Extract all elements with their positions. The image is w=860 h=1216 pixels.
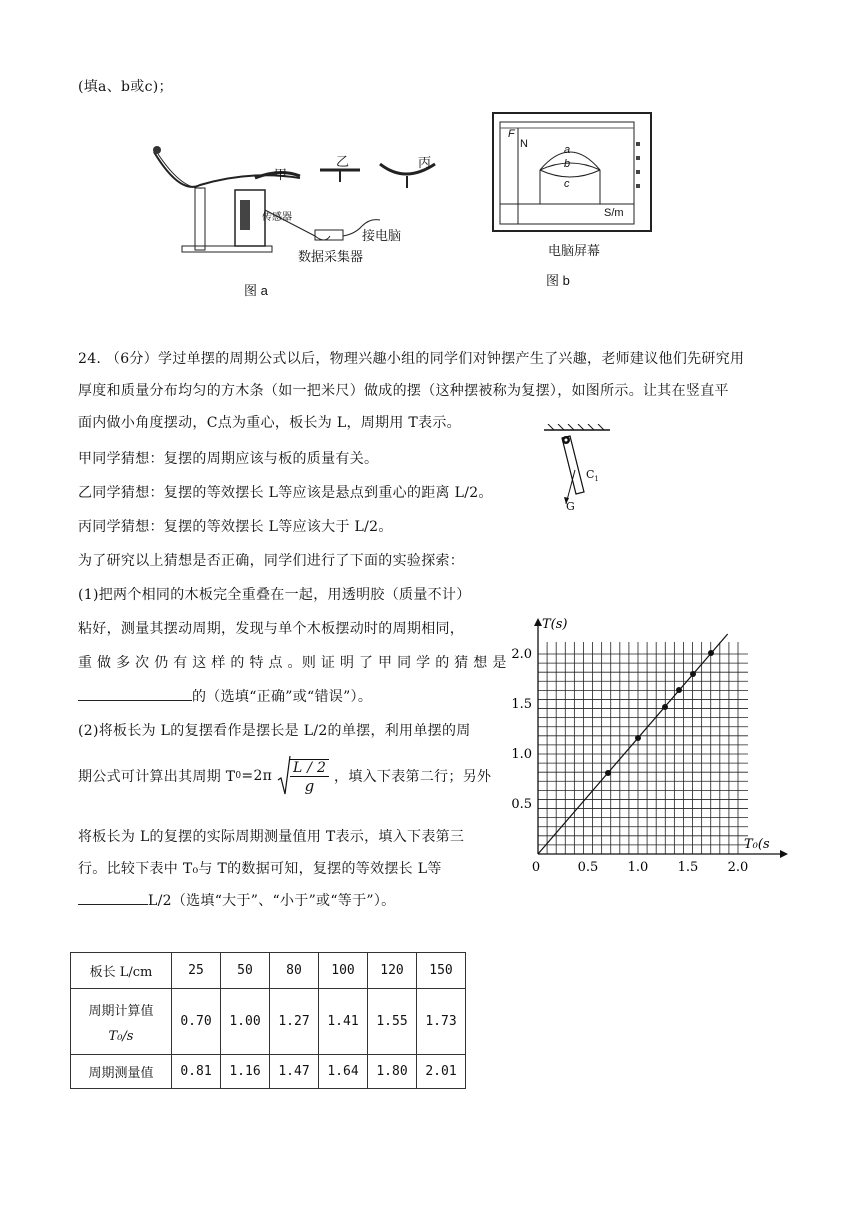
table-row-length	[71, 953, 466, 989]
data-table	[70, 952, 466, 1089]
answer-blank-1[interactable]	[78, 686, 192, 701]
computed-cell: 1.41	[319, 989, 368, 1055]
fraction-denominator: g	[304, 777, 315, 795]
measured-cell: 1.47	[270, 1055, 319, 1089]
figure-a-apparatus	[140, 140, 450, 270]
y-tick-label: 2.0	[511, 647, 532, 662]
screen-label-b: b	[564, 158, 571, 170]
length-cell: 100	[319, 953, 368, 989]
computed-cell: 0.70	[172, 989, 221, 1055]
row-label-computed-b: T₀/s	[108, 1028, 134, 1044]
y-axis-arrow-icon	[534, 618, 542, 626]
x-axis-arrow-icon	[780, 850, 788, 858]
label-to-pc: 接电脑	[362, 228, 402, 243]
table-row-measured	[71, 1055, 466, 1089]
x-tick-label: 2.0	[727, 860, 749, 875]
part2-line2-text-b: =2π	[241, 768, 273, 784]
measured-cell: 0.81	[172, 1055, 221, 1089]
screen-caption: 电脑屏幕	[548, 243, 601, 258]
length-cell: 150	[417, 953, 466, 989]
row-label-computed-a: 周期计算值	[88, 1003, 154, 1019]
part2-line2-text-a: 期公式可计算出其周期 T	[78, 769, 236, 785]
length-cell: 80	[270, 953, 319, 989]
x-axis-label: T₀(s	[744, 837, 770, 852]
part2-line2	[78, 754, 491, 798]
fit-line	[538, 634, 728, 854]
data-point	[690, 671, 696, 677]
row-label-computed	[71, 989, 172, 1055]
part2-line4: 行。比较下表中 T₀与 T的数据可知，复摆的等效摆长 L等	[78, 861, 442, 877]
guess-jia: 甲同学猜想：复摆的周期应该与板的质量有关。	[78, 451, 379, 467]
x-tick-label: 1.0	[627, 860, 649, 875]
row-label-length: 板长 L/cm	[71, 953, 172, 989]
explore-text: 为了研究以上猜想是否正确，同学们进行了下面的实验探索：	[78, 553, 465, 569]
screen-label-c: c	[564, 178, 570, 190]
label-sensor: 传感器	[262, 212, 292, 223]
measured-cell: 1.80	[368, 1055, 417, 1089]
fig-a-caption: 图 a	[244, 283, 268, 298]
y-tick-label: 1.0	[511, 747, 532, 762]
pendulum-label-c: $C_1$	[586, 468, 599, 484]
question-intro-3: 面内做小角度摆动，C点为重心，板长为 L，周期用 T表示。	[78, 415, 461, 431]
question-intro-2: 厚度和质量分布均匀的方木条（如一把米尺）做成的摆（这种摆被称为复摆），如图所示。让其在竖直平	[78, 383, 729, 399]
period-chart	[500, 612, 800, 882]
length-cell: 50	[221, 953, 270, 989]
part2-line1: (2)将板长为 L的复摆看作是摆长是 L/2的单摆，利用单摆的周	[78, 723, 471, 739]
origin-label: 0	[531, 860, 541, 875]
screen-label-Sm: S/m	[604, 207, 624, 219]
screen-label-N: N	[520, 138, 528, 150]
question-intro-1: 24. （6分）学过单摆的周期公式以后，物理兴趣小组的同学们对钟摆产生了兴趣，老师建议他们先研究用	[78, 351, 745, 367]
t0-subscript: 0	[235, 771, 242, 781]
part1-line4-text: 的（选填“正确”或“错误”）。	[192, 689, 373, 705]
guess-yi: 乙同学猜想：复摆的等效摆长 L等应该是悬点到重心的距离 L/2。	[78, 485, 493, 501]
row-label-measured: 周期测量值	[71, 1055, 172, 1089]
part1-line3: 重 做 多 次 仍 有 这 样 的 特 点 。则 证 明 了 甲 同 学 的 猜 想 是	[78, 655, 507, 671]
answer-blank-2[interactable]	[78, 890, 148, 905]
x-tick-label: 1.5	[677, 860, 699, 875]
computed-cell: 1.55	[368, 989, 417, 1055]
measured-cell: 1.16	[221, 1055, 270, 1089]
label-collector: 数据采集器	[298, 249, 364, 264]
compound-pendulum-figure	[542, 424, 612, 516]
computed-cell: 1.27	[270, 989, 319, 1055]
computed-cell: 1.73	[417, 989, 466, 1055]
part2-line5-text: L/2（选填“大于”、“小于”或“等于”）。	[148, 893, 396, 909]
y-axis-label: T(s)	[542, 617, 568, 632]
part1-line2: 粘好，测量其摆动周期，发现与单个木板摆动时的周期相同，	[78, 621, 465, 637]
y-tick-label: 0.5	[511, 797, 532, 812]
data-point	[708, 650, 714, 656]
y-tick-label: 1.5	[511, 697, 532, 712]
screen-label-F: F	[508, 128, 515, 140]
measured-cell: 1.64	[319, 1055, 368, 1089]
data-point	[605, 770, 611, 776]
guess-bing: 丙同学猜想：复摆的等效摆长 L等应该大于 L/2。	[78, 519, 393, 535]
part2-line3: 将板长为 L的复摆的实际周期测量值用 T表示，填入下表第三	[78, 829, 465, 845]
part2-line5	[78, 890, 395, 910]
label-bing: 丙	[418, 155, 432, 170]
table-row-computed	[71, 989, 466, 1055]
part1-line1: (1)把两个相同的木板完全重叠在一起，用透明胶（质量不计）	[78, 587, 471, 603]
label-yi: 乙	[336, 154, 350, 169]
length-cell: 120	[368, 953, 417, 989]
part2-line2-text-c: ，填入下表第二行；另外	[334, 769, 492, 785]
computed-cell: 1.00	[221, 989, 270, 1055]
part1-line4	[78, 686, 372, 706]
x-tick-label: 0.5	[577, 860, 599, 875]
data-point	[635, 735, 641, 741]
measured-cell: 2.01	[417, 1055, 466, 1089]
figure-b-screen	[492, 112, 652, 232]
sqrt-sign-icon	[277, 754, 291, 798]
top-note: (填a、b或c)；	[78, 79, 173, 95]
label-jia: 甲	[274, 167, 288, 182]
pendulum-label-g: G	[566, 500, 575, 513]
data-point	[662, 704, 668, 710]
fraction-numerator: L / 2	[290, 760, 329, 777]
screen-label-a: a	[564, 144, 571, 156]
data-point	[676, 687, 682, 693]
fig-b-caption: 图 b	[546, 273, 570, 288]
length-cell: 25	[172, 953, 221, 989]
